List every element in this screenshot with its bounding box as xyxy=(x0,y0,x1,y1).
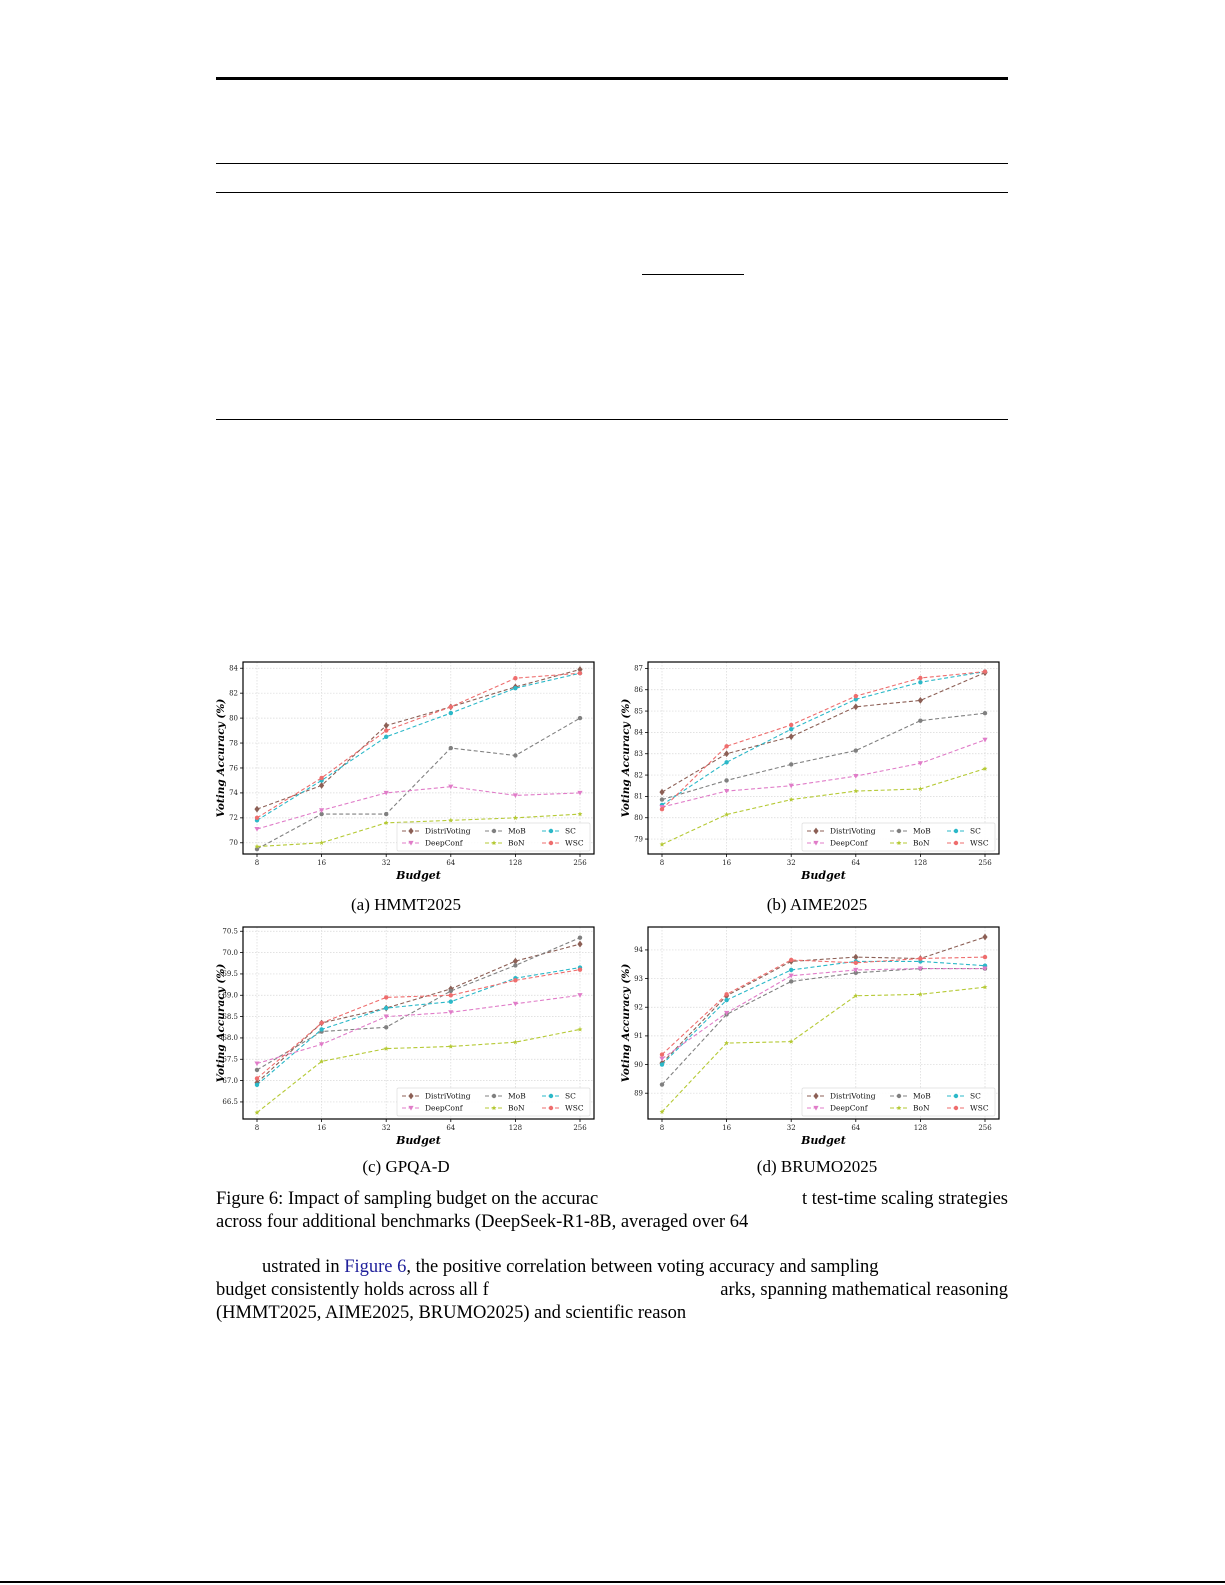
svg-text:69.5: 69.5 xyxy=(222,970,238,979)
svg-text:93: 93 xyxy=(634,974,643,983)
svg-text:DistriVoting: DistriVoting xyxy=(425,826,471,836)
svg-text:DistriVoting: DistriVoting xyxy=(425,1091,471,1101)
chart-svg xyxy=(212,925,612,1147)
subcaption-a: (a) HMMT2025 xyxy=(350,895,461,914)
svg-text:WSC: WSC xyxy=(565,838,584,848)
svg-text:Voting Accuracy (%): Voting Accuracy (%) xyxy=(620,698,632,818)
svg-text:80: 80 xyxy=(229,714,238,723)
svg-text:8: 8 xyxy=(254,1124,260,1132)
svg-text:MoB: MoB xyxy=(913,1091,931,1101)
table-top-rule xyxy=(216,77,1008,80)
svg-text:84: 84 xyxy=(634,728,643,737)
svg-text:Budget: Budget xyxy=(396,869,441,882)
svg-text:85: 85 xyxy=(634,707,643,716)
svg-text:128: 128 xyxy=(913,859,928,867)
table-header-rule xyxy=(216,163,1008,164)
svg-text:SC: SC xyxy=(970,1091,981,1101)
svg-text:WSC: WSC xyxy=(565,1103,584,1113)
legend xyxy=(802,823,995,851)
svg-text:DeepConf: DeepConf xyxy=(830,838,868,848)
series-wsc xyxy=(660,955,987,1057)
svg-text:256: 256 xyxy=(573,859,587,867)
svg-text:SC: SC xyxy=(565,826,576,836)
series-wsc xyxy=(660,669,987,811)
svg-text:8: 8 xyxy=(659,1124,665,1132)
svg-text:Voting Accuracy (%): Voting Accuracy (%) xyxy=(215,698,227,818)
series-sc xyxy=(660,959,987,1067)
svg-text:DistriVoting: DistriVoting xyxy=(830,826,876,836)
svg-text:74: 74 xyxy=(229,789,238,798)
table-bottom-rule xyxy=(216,419,1008,420)
body-line1-pre: ustrated in xyxy=(262,1257,345,1277)
svg-text:80: 80 xyxy=(634,814,643,823)
series-sc xyxy=(255,671,582,823)
svg-text:81: 81 xyxy=(634,792,643,801)
svg-text:68.0: 68.0 xyxy=(222,1034,238,1043)
svg-text:64: 64 xyxy=(851,1124,861,1132)
svg-text:256: 256 xyxy=(978,859,992,867)
svg-text:68.5: 68.5 xyxy=(222,1012,238,1021)
svg-text:16: 16 xyxy=(317,1124,327,1132)
svg-text:WSC: WSC xyxy=(970,838,989,848)
svg-text:86: 86 xyxy=(634,686,643,695)
svg-text:72: 72 xyxy=(229,814,238,823)
page-bottom-rule xyxy=(0,1581,1225,1583)
svg-text:BoN: BoN xyxy=(508,1103,525,1113)
svg-text:92: 92 xyxy=(634,1003,643,1012)
figure-6-link[interactable]: Figure 6 xyxy=(344,1257,407,1277)
svg-text:DistriVoting: DistriVoting xyxy=(830,1091,876,1101)
svg-text:79: 79 xyxy=(634,835,643,844)
svg-text:32: 32 xyxy=(381,859,391,867)
caption-line1-left: Figure 6: Impact of sampling budget on the accurac xyxy=(216,1189,599,1209)
table-underline-mark xyxy=(642,274,744,275)
axes xyxy=(620,946,992,1147)
subcaption-d: (d) BRUMO2025 xyxy=(756,1157,878,1176)
svg-text:82: 82 xyxy=(229,689,238,698)
svg-text:32: 32 xyxy=(786,1124,796,1132)
svg-text:BoN: BoN xyxy=(913,1103,930,1113)
chart-svg xyxy=(617,925,1017,1147)
svg-text:91: 91 xyxy=(634,1032,643,1041)
svg-text:70: 70 xyxy=(229,839,238,848)
svg-text:32: 32 xyxy=(381,1124,391,1132)
legend xyxy=(802,1088,995,1116)
svg-text:69.0: 69.0 xyxy=(222,991,238,1000)
svg-text:128: 128 xyxy=(913,1124,928,1132)
svg-text:89: 89 xyxy=(634,1089,643,1098)
svg-text:DeepConf: DeepConf xyxy=(425,838,463,848)
table-header-bottom-rule xyxy=(216,192,1008,193)
svg-text:DeepConf: DeepConf xyxy=(425,1103,463,1113)
svg-text:8: 8 xyxy=(659,859,665,867)
svg-text:SC: SC xyxy=(565,1091,576,1101)
svg-text:32: 32 xyxy=(786,859,796,867)
chart-gpqa-d xyxy=(212,925,612,1147)
svg-text:82: 82 xyxy=(634,771,643,780)
chart-aime2025 xyxy=(617,660,1017,882)
svg-text:Budget: Budget xyxy=(801,1134,846,1147)
svg-text:Budget: Budget xyxy=(801,869,846,882)
svg-text:128: 128 xyxy=(508,1124,523,1132)
svg-text:256: 256 xyxy=(573,1124,587,1132)
svg-text:Voting Accuracy (%): Voting Accuracy (%) xyxy=(215,963,227,1083)
body-line2-left: budget consistently holds across all f xyxy=(216,1280,489,1300)
series-mob xyxy=(255,935,582,1072)
series-deepconf xyxy=(254,993,582,1066)
svg-text:MoB: MoB xyxy=(508,1091,526,1101)
legend xyxy=(397,1088,590,1116)
svg-text:94: 94 xyxy=(634,946,643,955)
body-line2-right: arks, spanning mathematical reasoning xyxy=(720,1280,1008,1300)
legend xyxy=(397,823,590,851)
chart-hmmt2025 xyxy=(212,660,612,882)
svg-text:8: 8 xyxy=(254,859,260,867)
svg-text:DeepConf: DeepConf xyxy=(830,1103,868,1113)
svg-text:16: 16 xyxy=(722,1124,732,1132)
svg-text:WSC: WSC xyxy=(970,1103,989,1113)
subcaption-b: (b) AIME2025 xyxy=(766,895,868,914)
svg-text:64: 64 xyxy=(446,859,456,867)
svg-text:70.0: 70.0 xyxy=(222,948,238,957)
svg-text:70.5: 70.5 xyxy=(222,927,238,936)
series-deepconf xyxy=(659,738,987,810)
svg-text:64: 64 xyxy=(446,1124,456,1132)
svg-text:Budget: Budget xyxy=(396,1134,441,1147)
body-line1-post: , the positive correlation between voting accuracy and sampling xyxy=(406,1257,879,1277)
svg-text:SC: SC xyxy=(970,826,981,836)
body-paragraph xyxy=(216,1256,1008,1325)
chart-brumo2025 xyxy=(617,925,1017,1147)
series-distrivoting xyxy=(254,941,582,1086)
svg-text:83: 83 xyxy=(634,750,643,759)
svg-text:16: 16 xyxy=(317,859,327,867)
svg-text:256: 256 xyxy=(978,1124,992,1132)
series-wsc xyxy=(255,967,582,1080)
svg-text:66.5: 66.5 xyxy=(222,1098,238,1107)
svg-text:84: 84 xyxy=(229,664,238,673)
svg-text:MoB: MoB xyxy=(508,826,526,836)
svg-text:BoN: BoN xyxy=(913,838,930,848)
figure-caption xyxy=(216,1188,1008,1234)
body-line3: (HMMT2025, AIME2025, BRUMO2025) and scientific reason xyxy=(216,1303,687,1323)
subcaption-c: (c) GPQA-D xyxy=(362,1157,450,1176)
svg-text:BoN: BoN xyxy=(508,838,525,848)
series-distrivoting xyxy=(254,666,582,812)
svg-text:90: 90 xyxy=(634,1060,643,1069)
svg-text:16: 16 xyxy=(722,859,732,867)
chart-svg xyxy=(212,660,612,882)
caption-line2: across four additional benchmarks (DeepSeek-R1-8B, averaged over 64 xyxy=(216,1212,749,1232)
svg-text:64: 64 xyxy=(851,859,861,867)
series-mob xyxy=(660,966,987,1086)
svg-text:128: 128 xyxy=(508,859,523,867)
series-sc xyxy=(255,965,582,1087)
svg-text:67.5: 67.5 xyxy=(222,1055,238,1064)
svg-text:67.0: 67.0 xyxy=(222,1076,238,1085)
chart-svg xyxy=(617,660,1017,882)
svg-text:76: 76 xyxy=(229,764,238,773)
caption-line1-right: t test-time scaling strategies xyxy=(801,1189,1008,1209)
svg-text:78: 78 xyxy=(229,739,238,748)
svg-text:87: 87 xyxy=(634,664,643,673)
series-distrivoting xyxy=(659,934,987,1067)
svg-text:Voting Accuracy (%): Voting Accuracy (%) xyxy=(620,963,632,1083)
svg-text:MoB: MoB xyxy=(913,826,931,836)
